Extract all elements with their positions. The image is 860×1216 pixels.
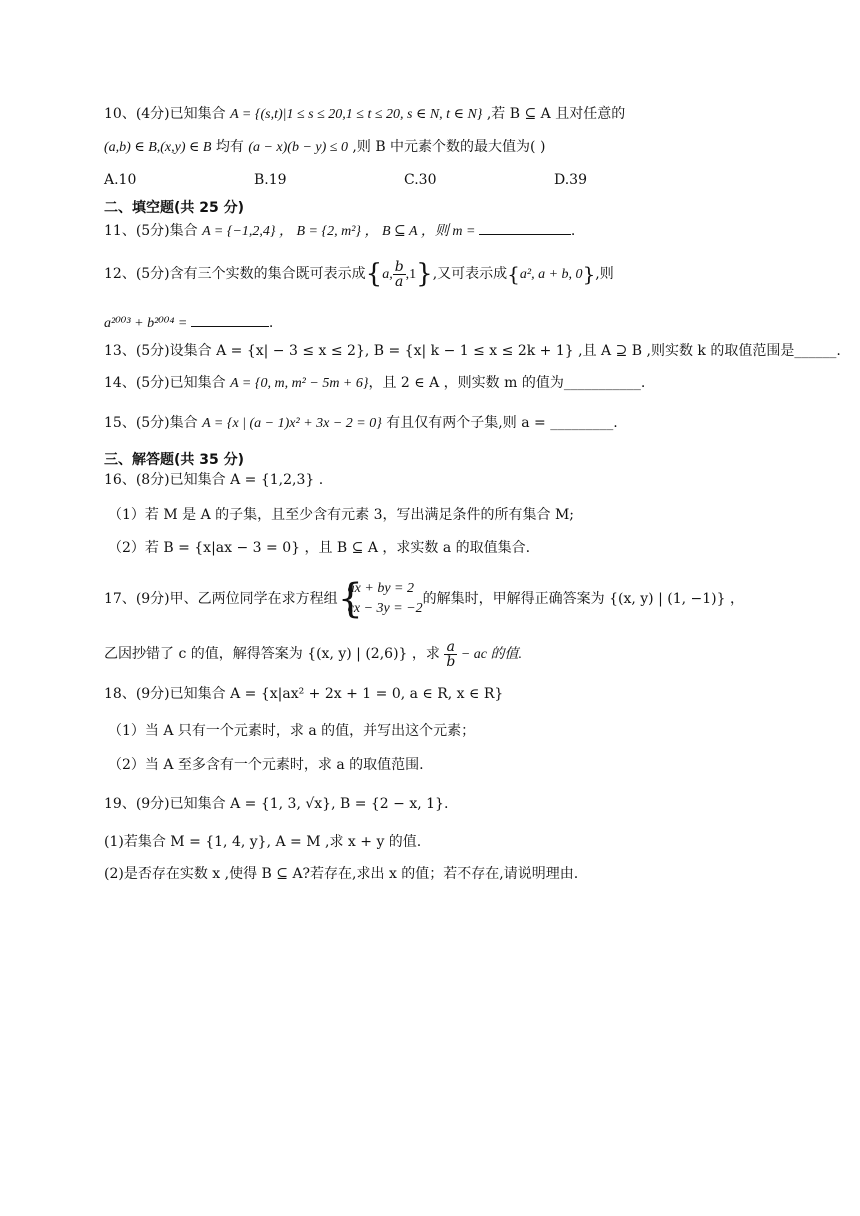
q11-answer-blank [479,220,571,235]
q12-set-b: ,1 [405,267,417,282]
q10-inequality: (a − x)(b − y) ≤ 0 [248,140,348,155]
q15-prefix: 15、(5分)集合 [104,415,203,431]
q10-line1 [104,104,625,125]
q16-part2: （2）若 B = {x|ax − 3 = 0} ，且 B ⊆ A ，求实数 a 的取值集合. [108,540,531,556]
q17-line1 [104,578,744,620]
q15-line [104,413,618,434]
q16-head: 16、(8分)已知集合 A = {1,2,3} . [104,472,324,488]
q14-prefix: 14、(5分)已知集合 [104,375,231,391]
q12-set-a: a, [382,267,393,282]
q15-set: A = {x | (a − 1)x² + 3x − 2 = 0} [202,416,382,431]
q10-option-d: D.39 [554,172,587,188]
q12-expression: a²⁰⁰³ + b²⁰⁰⁴ = [104,316,191,331]
q17-line2-prefix: 乙因抄错了 c 的值，解得答案为 {(x, y) | (2,6)} ，求 [104,646,445,662]
q15-mid: 有且仅有两个子集,则 a = [381,415,551,431]
q10-question: ,则 B 中元素个数的最大值为( ) [347,139,546,155]
q12-suffix2: . [268,315,274,331]
q19-part2: (2)是否存在实数 x ,使得 B ⊆ A?若存在,求出 x 的值；若不存在,请说明理由. [104,866,579,882]
q18-part2: （2）当 A 至多含有一个元素时，求 a 的取值范围. [108,757,424,773]
q12-set2: a², a + b, 0 [519,267,583,282]
section-fill-in-title: 二、填空题(共 25 分) [104,200,245,216]
q10-text2: 均有 [211,139,249,155]
q17-prefix: 17、(9分)甲、乙两位同学在求方程组 [104,591,338,607]
q15-suffix: . [613,415,618,431]
q19-head: 19、(9分)已知集合 A = {1, 3, √x}, B = {2 − x, 1}. [104,796,449,812]
q12-line1: 12、(5分)含有三个实数的集合既可表示成{a, $\frac{b}{a}$ ,1},又可表示成{a², a + b, 0},则 [104,258,614,290]
q11-prefix: 11、(5分)集合 [104,223,203,239]
q17-line2 [104,638,522,671]
q10-text: ,若 B ⊆ A 且对任意的 [482,106,626,122]
q11-line [104,220,575,242]
q12-answer-blank [191,312,269,327]
q16-part1: （1）若 M 是 A 的子集，且至少含有元素 3，写出满足条件的所有集合 M; [108,507,575,523]
q10-prefix: 10、(4分)已知集合 [104,106,231,122]
q14-suffix: . [640,375,646,391]
q13-line: 13、(5分)设集合 A = {x| − 3 ≤ x ≤ 2}, B = {x| k − 1 ≤ x ≤ 2k + 1} ,且 A ⊇ B ,则实数 k 的取值范围是______. [104,343,841,359]
q12-mid: ,又可表示成 [432,266,508,282]
q10-set-a: A = {(s,t)|1 ≤ s ≤ 20,1 ≤ t ≤ 20, s ∈ N, t ∈ N} [230,107,483,122]
q12-fraction: $\frac{b}{a}$ [394,258,404,290]
q10-options [104,170,704,190]
q15-answer-blank: _________ [550,415,614,431]
q10-condition: (a,b) ∈ B,(x,y) ∈ B [104,140,212,155]
q10-line2 [104,137,545,158]
q17-eq1: ax + by = 2 [347,581,414,596]
q11-suffix: . [570,223,576,239]
q17-equation-system: { ax + by = 2 cx − 3y = −2 [337,576,423,622]
q18-head: 18、(9分)已知集合 A = {x|ax² + 2x + 1 = 0, a ∈ R, x ∈ R} [104,686,504,702]
q10-option-b: B.19 [254,172,287,188]
q14-mid: ，且 2 ∈ A ，则实数 m 的值为 [368,375,564,391]
q17-line2-suffix: − ac 的值. [457,647,522,662]
q10-option-c: C.30 [404,172,437,188]
q19-part1: (1)若集合 M = {1, 4, y}, A = M ,求 x + y 的值. [104,834,422,850]
q14-set: A = {0, m, m² − 5m + 6} [230,376,369,391]
q17-fraction: $\frac{a}{b}$ [446,638,456,670]
q14-line [104,373,645,394]
q11-math: A = {−1,2,4} ， B = {2, m²} ， B ⊆ A ，则 m = [202,224,479,239]
q12-prefix: 12、(5分)含有三个实数的集合既可表示成 [104,266,366,282]
q14-answer-blank: ___________ [563,375,641,391]
section-solve-title: 三、解答题(共 35 分) [104,452,245,468]
q17-eq2: cx − 3y = −2 [347,601,423,616]
q10-option-a: A.10 [104,172,137,188]
q12-suffix: ,则 [595,266,614,282]
q18-part1: （1）当 A 只有一个元素时，求 a 的值，并写出这个元素； [108,723,476,739]
q17-suffix: 的解集时，甲解得正确答案为 {(x, y) | (1, −1)} ， [422,591,744,607]
q12-line2 [104,312,273,334]
